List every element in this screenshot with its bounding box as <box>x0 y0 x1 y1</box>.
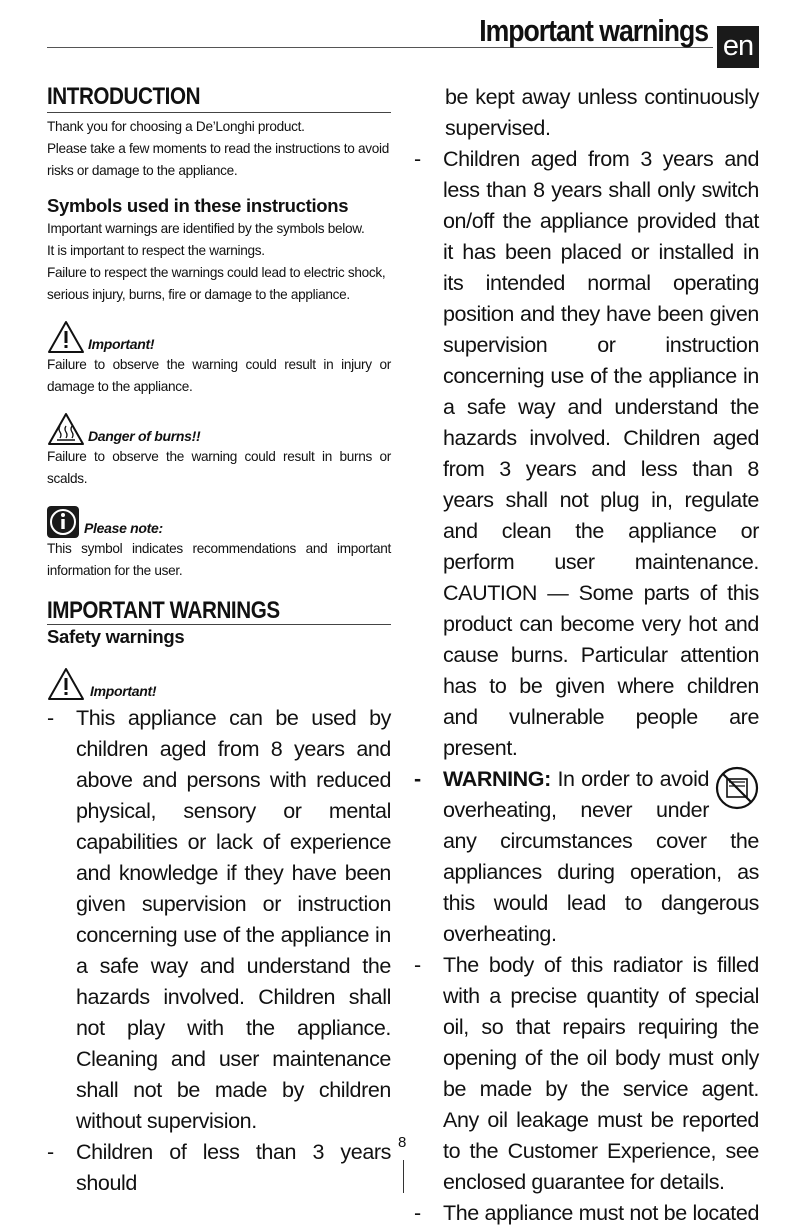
important-description: Failure to observe the warning could result in injury or damage to the appliance. <box>47 357 391 394</box>
page-title: Important warnings <box>479 13 708 48</box>
note-symbol-row <box>47 502 391 538</box>
warning-triangle-icon <box>47 667 85 701</box>
intro-paragraph-2: Please take a few moments to read the instructions to avoid risks or damage to the appliance. <box>47 141 389 178</box>
symbols-paragraph-2: It is important to respect the warnings. <box>47 243 265 258</box>
warning-item-6-start-text: The appliance must not be located <box>443 1201 759 1225</box>
list-dash: - <box>414 767 421 791</box>
burns-description: Failure to observe the warning could result in burns or scalds. <box>47 449 391 486</box>
safety-important-row <box>47 665 391 701</box>
warning-item-1-text: This appliance can be used by children aged from 8 years and above and persons with reduced physical, sensory or mental capabilities or lack of experience and knowledge if they have been given supervision or instruction concerning use of the appliance in a safe way and understand the hazards involved. Children shall not play with the appliance. Cleaning and user maintenance shall not be made by children without supervision. <box>76 706 391 1133</box>
symbols-paragraph-1: Important warnings are identified by the symbols below. <box>47 221 365 236</box>
burns-label: Danger of burns!! <box>88 428 201 444</box>
do-not-cover-icon <box>715 766 759 810</box>
list-dash: - <box>414 953 421 977</box>
page-divider <box>403 1160 404 1193</box>
list-dash: - <box>414 1201 421 1225</box>
warning-item-1 <box>47 703 391 1137</box>
warning-item-5 <box>414 950 759 1198</box>
warning-item-4-text: In order to avoid overheating, never under any circumstances cover the appliances during operation, as this would lead to dangerous overheating. <box>443 767 759 946</box>
warning-item-6-start <box>414 1198 759 1229</box>
introduction-text <box>47 116 391 182</box>
burns-symbol-row <box>47 410 391 446</box>
intro-paragraph-1: Thank you for choosing a De’Longhi product. <box>47 119 305 134</box>
important-symbol-row <box>47 318 391 354</box>
warning-item-3-text: Children aged from 3 years and less than 8 years shall only switch on/off the appliance provided that it has been placed or installed in its intended normal operating position and they have been given supervision or instruction concerning use of the appliance in a safe way and understand the hazards involved. Children aged from 3 years and less than 8 years shall not plug in, regulate and clean the appliance or perform user maintenance. CAUTION — Some parts of this product can become very hot and cause burns. Particular attention has to be given where children and vulnerable people are present. <box>443 147 759 760</box>
symbols-heading: Symbols used in these instructions <box>47 195 349 216</box>
symbols-paragraph-3: Failure to respect the warnings could lead to electric shock, serious injury, burns, fire or damage to the appliance. <box>47 265 386 302</box>
symbols-text <box>47 218 391 306</box>
list-dash: - <box>414 147 421 171</box>
warning-item-5-text: The body of this radiator is filled with a precise quantity of special oil, so that repairs requiring the opening of the oil body must only be made by the service agent. Any oil leakage must be reported to the Customer Experience, see enclosed guarantee for details. <box>443 953 759 1194</box>
list-dash: - <box>47 706 54 730</box>
safety-warnings-heading: Safety warnings <box>47 626 185 647</box>
warnings-list-left <box>47 703 391 1199</box>
list-dash: - <box>47 1140 54 1164</box>
warning-item-2-start-text: Children of less than 3 years should <box>76 1140 391 1195</box>
left-column <box>47 82 391 1199</box>
introduction-heading: INTRODUCTION <box>47 82 391 113</box>
hot-surface-icon <box>47 412 85 446</box>
info-icon <box>47 506 79 538</box>
note-label: Please note: <box>84 520 163 536</box>
warning-item-4 <box>414 764 759 950</box>
important-warnings-heading: IMPORTANT WARNINGS <box>47 598 391 625</box>
safety-important-label: Important! <box>90 683 157 699</box>
language-badge: en <box>717 26 759 68</box>
warning-triangle-icon <box>47 320 85 354</box>
warning-item-2-start <box>47 1137 391 1199</box>
important-label: Important! <box>88 336 155 352</box>
note-description: This symbol indicates recommendations and important information for the user. <box>47 541 391 578</box>
warning-item-2-end: be kept away unless continuously supervised. <box>445 85 759 140</box>
page-number: 8 <box>398 1134 407 1151</box>
warning-item-3 <box>414 144 759 764</box>
warning-label: WARNING: <box>443 767 551 791</box>
right-column <box>414 82 759 1229</box>
